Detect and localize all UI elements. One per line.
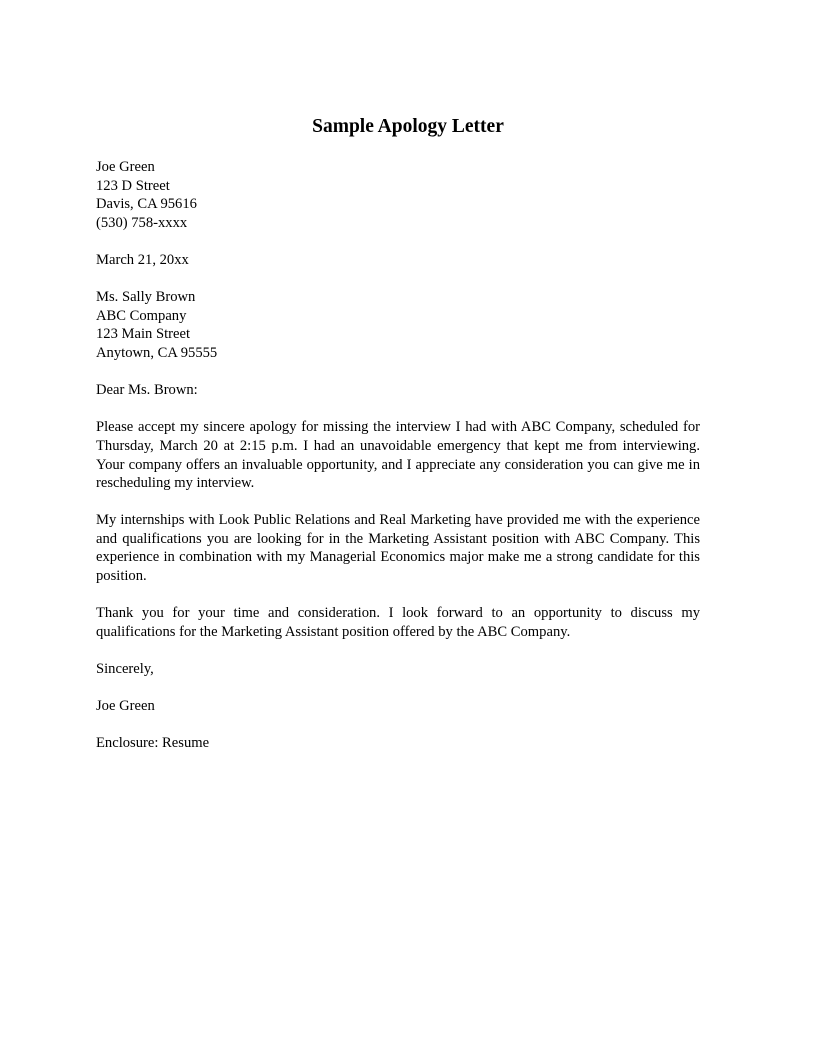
recipient-name: Ms. Sally Brown <box>96 289 196 306</box>
letter-content <box>96 158 700 753</box>
closing: Sincerely, <box>96 661 154 678</box>
letter-date: March 21, 20xx <box>96 251 189 268</box>
salutation: Dear Ms. Brown: <box>96 382 198 399</box>
recipient-street: 123 Main Street <box>96 326 191 343</box>
sender-city-state-zip: Davis, CA 95616 <box>96 196 197 213</box>
signature-name: Joe Green <box>96 698 155 715</box>
enclosure-note: Enclosure: Resume <box>96 735 210 752</box>
recipient-address <box>96 288 700 362</box>
body-paragraph-2: My internships with Look Public Relations and Real Marketing have provided me with the experience and qualifications you are looking for in the Marketing Assistant position with ABC Company. This experience in combination with my Managerial Economics major make me a strong candidate for this position. <box>96 512 700 585</box>
sender-phone: (530) 758-xxxx <box>96 214 188 231</box>
sender-street: 123 D Street <box>96 177 170 194</box>
recipient-city-state-zip: Anytown, CA 95555 <box>96 344 218 361</box>
body-paragraph-1: Please accept my sincere apology for missing the interview I had with ABC Company, scheduled for Thursday, March 20 at 2:15 p.m. I had an unavoidable emergency that kept me from interviewing. Your company offers an invaluable opportunity, and I appreciate any consideration you can give me in rescheduling my interview. <box>96 419 700 492</box>
page-title: Sample Apology Letter <box>312 116 504 137</box>
sender-name: Joe Green <box>96 159 155 175</box>
sender-address <box>96 158 700 232</box>
body-paragraph-3: Thank you for your time and consideration. I look forward to an opportunity to discuss my qualifications for the Marketing Assistant position offered by the ABC Company. <box>96 605 700 640</box>
recipient-company: ABC Company <box>96 307 187 324</box>
